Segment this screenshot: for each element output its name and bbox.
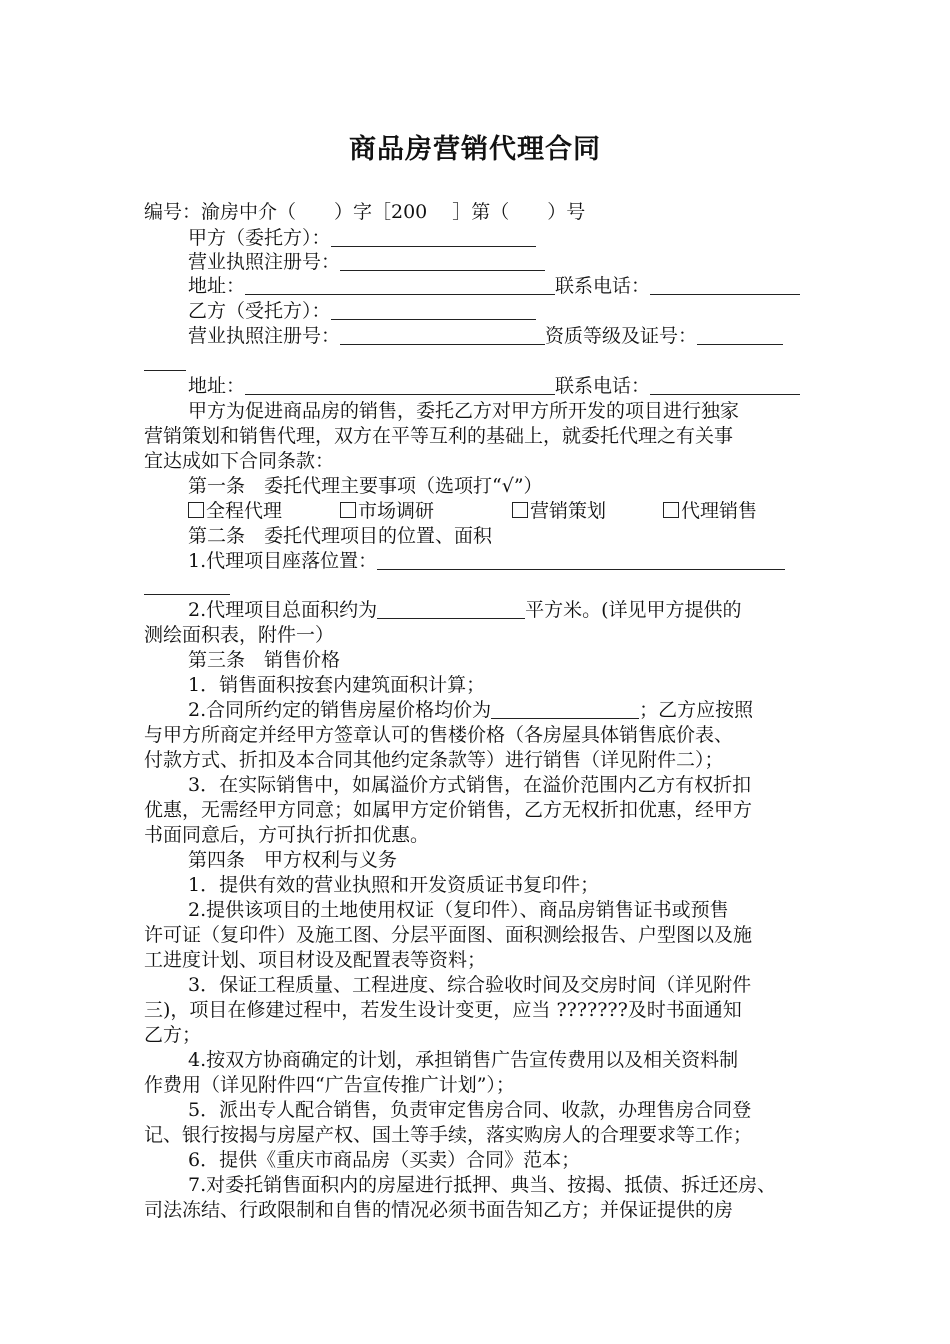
article-4-item-3-l3: 乙方； bbox=[144, 1024, 202, 1046]
article-3-item-3-l2: 优惠，无需经甲方同意；如属甲方定价销售，乙方无权折扣优惠，经甲方 bbox=[144, 799, 753, 821]
location-continuation bbox=[144, 574, 230, 599]
license-a-blank bbox=[340, 250, 545, 271]
option-full-agency bbox=[188, 499, 282, 524]
license-b-label: 营业执照注册号： bbox=[188, 325, 341, 347]
party-a-label: 甲方（委托方）： bbox=[188, 227, 331, 249]
option-sales-agency bbox=[663, 499, 757, 524]
phone-a-label: 联系电话： bbox=[555, 275, 651, 297]
price-suffix: ；乙方应按照 bbox=[639, 699, 754, 721]
option-label: 市场调研 bbox=[358, 500, 435, 522]
article-1-heading: 第一条 委托代理主要事项（选项打“√”） bbox=[188, 475, 543, 497]
address-b-line bbox=[188, 374, 800, 399]
price-label: 2.合同所约定的销售房屋价格均价为 bbox=[188, 699, 492, 721]
option-label: 营销策划 bbox=[530, 500, 607, 522]
location-blank-cont bbox=[144, 574, 230, 595]
article-4-item-2-l1: 2.提供该项目的土地使用权证（复印件）、商品房销售证书或预售 bbox=[188, 899, 729, 921]
intro-line-3: 宜达成如下合同条款： bbox=[144, 450, 335, 472]
article-2-item-2-cont: 测绘面积表，附件一） bbox=[144, 624, 335, 646]
phone-a-blank bbox=[650, 274, 800, 295]
article-4-item-7-l2: 司法冻结、行政限制和自售的情况必须书面告知乙方；并保证提供的房 bbox=[144, 1199, 734, 1221]
intro-line-2: 营销策划和销售代理，双方在平等互利的基础上，就委托代理之有关事 bbox=[144, 425, 734, 447]
qualification-b-label: 资质等级及证号： bbox=[545, 325, 698, 347]
article-3-item-1: 1．销售面积按套内建筑面积计算； bbox=[188, 674, 486, 696]
article-3-item-3-l1: 3．在实际销售中，如属溢价方式销售，在溢价范围内乙方有权折扣 bbox=[188, 774, 752, 796]
qualification-b-blank bbox=[697, 324, 783, 345]
article-2-item-1 bbox=[188, 549, 785, 574]
area-label: 2.代理项目总面积约为 bbox=[188, 599, 378, 621]
address-b-label: 地址： bbox=[188, 375, 246, 397]
option-marketing-planning bbox=[512, 499, 606, 524]
party-b-label: 乙方（受托方）： bbox=[188, 300, 331, 322]
checkbox bbox=[188, 502, 204, 518]
article-4-item-3-l2: 三)，项目在修建过程中，若发生设计变更，应当 ???????及时书面通知 bbox=[144, 999, 742, 1021]
article-3-item-3-l3: 书面同意后，方可执行折扣优惠。 bbox=[144, 824, 430, 846]
option-label: 代理销售 bbox=[681, 500, 758, 522]
option-label: 全程代理 bbox=[206, 500, 283, 522]
location-blank bbox=[377, 549, 785, 570]
article-4-item-4-l2: 作费用（详见附件四“广告宣传推广计划”）； bbox=[144, 1074, 515, 1096]
checkbox bbox=[340, 502, 356, 518]
party-a-blank bbox=[331, 226, 536, 247]
contract-number-line: 编号：渝房中介（ ）字［200 ］第（ ）号 bbox=[144, 201, 586, 223]
article-4-item-7-l1: 7.对委托销售面积内的房屋进行抵押、典当、按揭、抵债、拆迁还房、 bbox=[188, 1174, 777, 1196]
article-2-item-2 bbox=[188, 598, 742, 623]
address-a-label: 地址： bbox=[188, 275, 246, 297]
article-3-item-2 bbox=[188, 698, 753, 723]
article-4-item-2-l3: 工进度计划、项目材设及配置表等资料； bbox=[144, 949, 487, 971]
license-b-blank bbox=[340, 324, 545, 345]
article-4-item-5-l1: 5．派出专人配合销售，负责审定售房合同、收款，办理售房合同登 bbox=[188, 1099, 752, 1121]
article-3-item-2-l3: 付款方式、折扣及本合同其他约定条款等）进行销售（详见附件二）； bbox=[144, 749, 724, 771]
article-3-heading: 第三条 销售价格 bbox=[188, 649, 341, 671]
qualification-b-blank-cont bbox=[144, 350, 186, 371]
article-4-item-6: 6．提供《重庆市商品房（买卖）合同》范本； bbox=[188, 1149, 581, 1171]
phone-b-label: 联系电话： bbox=[555, 375, 651, 397]
license-a-label: 营业执照注册号： bbox=[188, 251, 341, 273]
address-b-blank bbox=[245, 374, 555, 395]
article-4-item-5-l2: 记、银行按揭与房屋产权、国土等手续，落实购房人的合理要求等工作； bbox=[144, 1124, 753, 1146]
party-a-line bbox=[188, 226, 536, 251]
checkbox bbox=[663, 502, 679, 518]
article-4-item-4-l1: 4.按双方协商确定的计划，承担销售广告宣传费用以及相关资料制 bbox=[188, 1049, 739, 1071]
party-b-line bbox=[188, 299, 536, 324]
article-4-item-3-l1: 3．保证工程质量、工程进度、综合验收时间及交房时间（详见附件 bbox=[188, 974, 752, 996]
qualification-b-continuation bbox=[144, 350, 186, 375]
area-blank bbox=[377, 598, 525, 619]
article-4-item-1: 1．提供有效的营业执照和开发资质证书复印件； bbox=[188, 874, 600, 896]
address-a-blank bbox=[245, 274, 555, 295]
party-b-blank bbox=[331, 299, 536, 320]
document-title: 商品房营销代理合同 bbox=[349, 134, 601, 165]
article-3-item-2-l2: 与甲方所商定并经甲方签章认可的售楼价格（各房屋具体销售底价表、 bbox=[144, 724, 734, 746]
address-a-line bbox=[188, 274, 800, 299]
area-unit: 平方米。(详见甲方提供的 bbox=[525, 599, 742, 621]
price-blank bbox=[491, 698, 639, 719]
checkbox bbox=[512, 502, 528, 518]
intro-line-1: 甲方为促进商品房的销售，委托乙方对甲方所开发的项目进行独家 bbox=[188, 400, 740, 422]
phone-b-blank bbox=[650, 374, 800, 395]
license-b-line bbox=[188, 324, 783, 349]
article-4-heading: 第四条 甲方权利与义务 bbox=[188, 849, 398, 871]
article-4-item-2-l2: 许可证（复印件）及施工图、分层平面图、面积测绘报告、户型图以及施 bbox=[144, 924, 753, 946]
article-2-heading: 第二条 委托代理项目的位置、面积 bbox=[188, 525, 493, 547]
option-market-research bbox=[340, 499, 434, 524]
license-a-line bbox=[188, 250, 545, 275]
location-label: 1.代理项目座落位置： bbox=[188, 550, 378, 572]
